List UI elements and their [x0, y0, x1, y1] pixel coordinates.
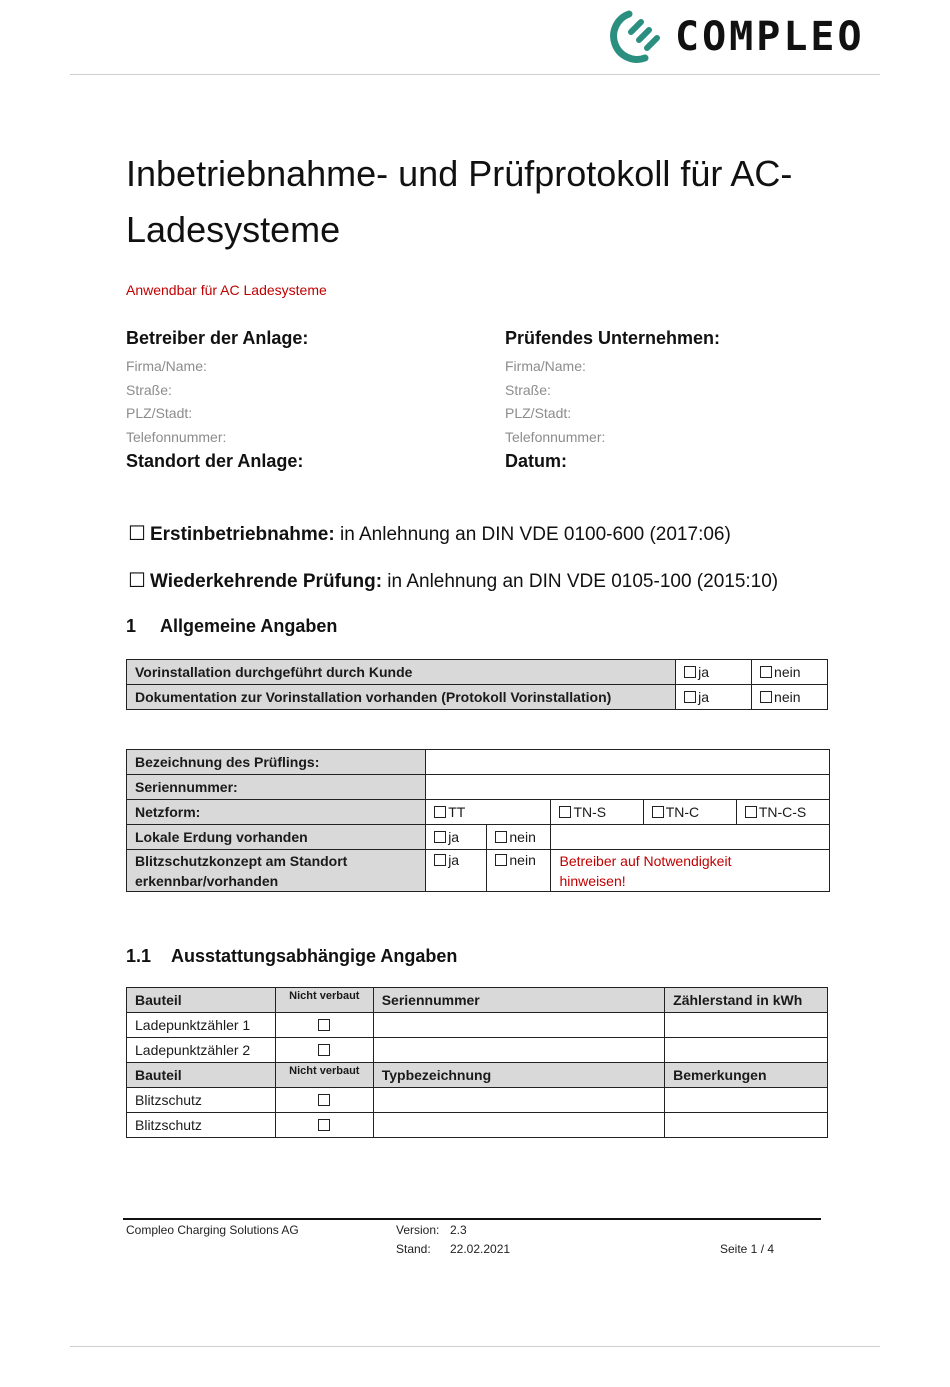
date-heading: Datum:	[505, 451, 567, 471]
type-input[interactable]	[373, 1088, 664, 1113]
not-installed-option[interactable]	[275, 1113, 373, 1138]
operator-street-field: Straße:	[126, 381, 172, 398]
header-divider	[70, 74, 880, 75]
checkbox-icon[interactable]: ☐	[128, 570, 146, 592]
serial-input[interactable]	[426, 775, 830, 800]
meter-reading-input[interactable]	[665, 1038, 828, 1063]
lightning-note: Betreiber auf Notwendigkeit hinweisen!	[551, 850, 830, 892]
serial-input[interactable]	[373, 1013, 664, 1038]
component-name: Ladepunktzähler 1	[127, 1013, 276, 1038]
checkbox-icon[interactable]	[684, 666, 696, 678]
type-input[interactable]	[373, 1113, 664, 1138]
operator-company-field: Firma/Name:	[126, 358, 207, 374]
column-header: Typbezeichnung	[373, 1063, 664, 1088]
tester-street-field: Straße:	[505, 381, 551, 398]
network-option-tn-s[interactable]: TN-S	[551, 800, 643, 825]
no-option[interactable]: nein	[487, 825, 551, 850]
checkbox-icon[interactable]	[684, 691, 696, 703]
component-name: Blitzschutz	[127, 1088, 276, 1113]
option-text: in Anlehnung an DIN VDE 0105-100 (2015:10)	[382, 571, 779, 592]
tester-company-field: Firma/Name:	[505, 358, 586, 374]
component-name: Blitzschutz	[127, 1113, 276, 1138]
tester-block	[505, 328, 875, 472]
option-text: in Anlehnung an DIN VDE 0100-600 (2017:06)	[334, 524, 731, 545]
footer-version-label: Version:	[396, 1223, 440, 1237]
initial-commissioning-option[interactable]	[128, 521, 731, 546]
column-header: Zählerstand in kWh	[665, 988, 828, 1013]
table-row	[127, 825, 830, 850]
designation-label: Bezeichnung des Prüflings:	[127, 750, 426, 775]
checkbox-icon[interactable]	[760, 691, 772, 703]
network-option-tn-c[interactable]: TN-C	[643, 800, 736, 825]
option-label: Wiederkehrende Prüfung:	[149, 571, 383, 592]
footer-version: 2.3	[450, 1223, 467, 1237]
checkbox-icon[interactable]	[495, 831, 507, 843]
empty-cell	[551, 825, 830, 850]
network-option-tt[interactable]: TT	[426, 800, 551, 825]
footer-divider	[123, 1218, 821, 1220]
table-row	[127, 775, 830, 800]
footer-date-label: Stand:	[396, 1242, 431, 1256]
footer-page-number: Seite 1 / 4	[720, 1242, 775, 1256]
document-title: Inbetriebnahme- und Prüfprotokoll für AC-Ladesysteme	[126, 153, 793, 250]
column-header: Seriennummer	[373, 988, 664, 1013]
general-info-table	[126, 659, 828, 710]
checkbox-icon[interactable]	[318, 1019, 330, 1031]
table-row	[127, 750, 830, 775]
checkbox-icon[interactable]	[318, 1119, 330, 1131]
designation-input[interactable]	[426, 750, 830, 775]
not-installed-option[interactable]	[275, 1038, 373, 1063]
column-header: Bauteil	[127, 1063, 276, 1088]
table-cell-label: Dokumentation zur Vorinstallation vorhanden (Protokoll Vorinstallation)	[127, 685, 676, 710]
tester-heading: Prüfendes Unternehmen:	[505, 328, 721, 348]
yes-option[interactable]: ja	[676, 685, 752, 710]
not-installed-option[interactable]	[275, 1088, 373, 1113]
table-header-row	[127, 988, 828, 1013]
table-row	[127, 660, 828, 685]
column-header: Bauteil	[127, 988, 276, 1013]
device-info-table	[126, 749, 830, 892]
table-row	[127, 1013, 828, 1038]
yes-option[interactable]: ja	[426, 850, 487, 892]
column-header: Nicht verbaut	[275, 988, 373, 1013]
recurring-inspection-option[interactable]	[128, 568, 778, 593]
table-row	[127, 800, 830, 825]
grounding-label: Lokale Erdung vorhanden	[127, 825, 426, 850]
component-name: Ladepunktzähler 2	[127, 1038, 276, 1063]
checkbox-icon[interactable]	[559, 806, 571, 818]
plug-icon	[605, 8, 665, 66]
checkbox-icon[interactable]	[318, 1044, 330, 1056]
tester-phone-field: Telefonnummer:	[505, 428, 606, 445]
remarks-input[interactable]	[665, 1088, 828, 1113]
network-option-tn-c-s[interactable]: TN-C-S	[736, 800, 829, 825]
no-option[interactable]: nein	[752, 685, 828, 710]
remarks-input[interactable]	[665, 1113, 828, 1138]
not-installed-option[interactable]	[275, 1013, 373, 1038]
table-row	[127, 1038, 828, 1063]
table-row	[127, 1088, 828, 1113]
table-cell-label: Vorinstallation durchgeführt durch Kunde	[127, 660, 676, 685]
serial-input[interactable]	[373, 1038, 664, 1063]
checkbox-icon[interactable]	[318, 1094, 330, 1106]
column-header: Bemerkungen	[665, 1063, 828, 1088]
operator-city-field: PLZ/Stadt:	[126, 405, 193, 421]
column-header: Nicht verbaut	[275, 1063, 373, 1088]
checkbox-icon[interactable]	[434, 854, 446, 866]
tester-city-field: PLZ/Stadt:	[505, 405, 572, 421]
section-1-1-heading: 1.1 Ausstattungsabhängige Angaben	[126, 946, 458, 966]
checkbox-icon[interactable]	[434, 831, 446, 843]
yes-option[interactable]: ja	[676, 660, 752, 685]
network-label: Netzform:	[127, 800, 426, 825]
no-option[interactable]: nein	[752, 660, 828, 685]
page-bottom-divider	[70, 1346, 880, 1347]
option-label: Erstinbetriebnahme:	[149, 524, 335, 545]
table-row	[127, 685, 828, 710]
operator-heading: Betreiber der Anlage:	[126, 328, 309, 348]
footer-date: 22.02.2021	[450, 1242, 511, 1256]
logo-text: COMPLEO	[675, 14, 865, 60]
checkbox-icon[interactable]	[745, 806, 757, 818]
compleo-logo	[605, 8, 865, 66]
checkbox-icon[interactable]	[652, 806, 664, 818]
checkbox-icon[interactable]: ☐	[128, 523, 146, 545]
checkbox-icon[interactable]	[434, 806, 446, 818]
checkbox-icon[interactable]	[495, 854, 507, 866]
table-header-row	[127, 1063, 828, 1088]
operator-block	[126, 328, 496, 472]
no-option[interactable]: nein	[487, 850, 551, 892]
lightning-label: Blitzschutzkonzept am Standort erkennbar/vorhanden	[127, 850, 426, 892]
serial-label: Seriennummer:	[127, 775, 426, 800]
table-row	[127, 1113, 828, 1138]
operator-phone-field: Telefonnummer:	[126, 428, 227, 445]
location-heading: Standort der Anlage:	[126, 451, 304, 471]
footer-company: Compleo Charging Solutions AG	[126, 1223, 299, 1237]
document-subtitle: Anwendbar für AC Ladesysteme	[126, 282, 327, 298]
meter-reading-input[interactable]	[665, 1013, 828, 1038]
yes-option[interactable]: ja	[426, 825, 487, 850]
table-row	[127, 850, 830, 892]
equipment-table	[126, 987, 828, 1138]
checkbox-icon[interactable]	[760, 666, 772, 678]
section-1-heading: 1 Allgemeine Angaben	[126, 616, 338, 636]
